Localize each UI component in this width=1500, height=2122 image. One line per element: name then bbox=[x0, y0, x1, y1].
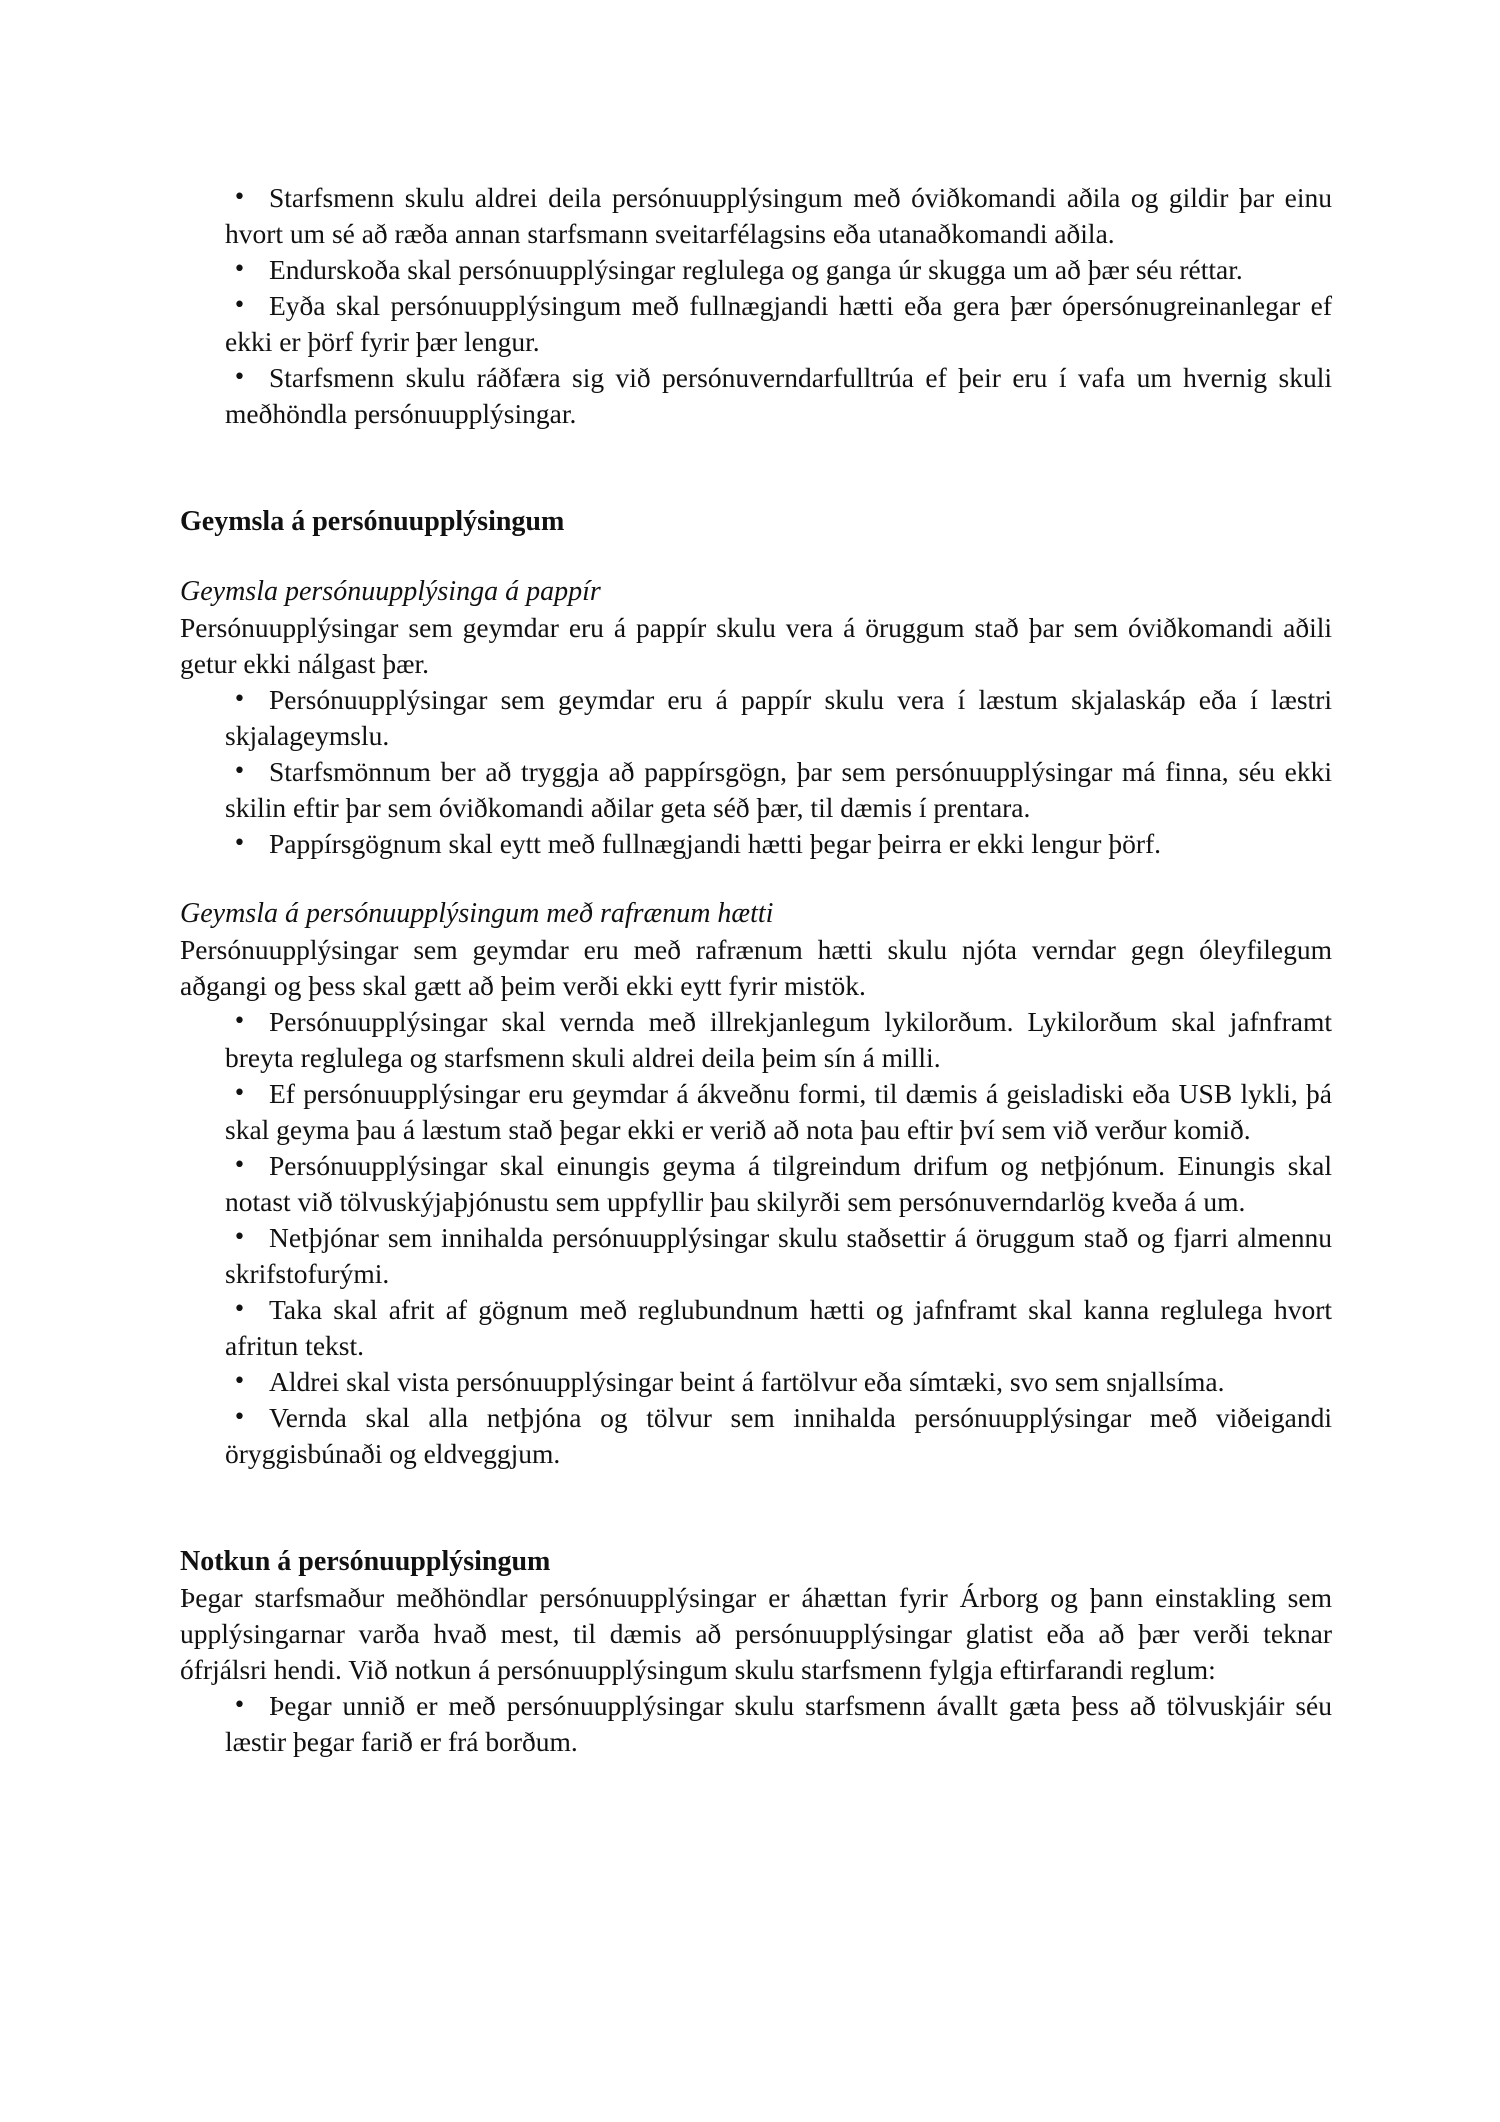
usage-heading: Notkun á persónuupplýsingum bbox=[180, 1546, 551, 1577]
document-content bbox=[180, 180, 1332, 1760]
usage-bullet-list bbox=[180, 1688, 1332, 1760]
intro-bullet-list bbox=[180, 180, 1332, 432]
list-item: • Vernda skal alla netþjóna og tölvur sem innihalda persónuupplýsingar með viðeigandi öryggisbúnaði og eldveggjum. bbox=[225, 1400, 1332, 1472]
list-item: • Eyða skal persónuupplýsingum með fullnægjandi hætti eða gera þær ópersónugreinanlegar ef ekki er þörf fyrir þær lengur. bbox=[225, 288, 1332, 360]
paper-subheading: Geymsla persónuupplýsinga á pappír bbox=[180, 576, 601, 607]
list-item: • Netþjónar sem innihalda persónuupplýsingar skulu staðsettir á öruggum stað og fjarri almennu skrifstofurými. bbox=[225, 1220, 1332, 1292]
storage-heading: Geymsla á persónuupplýsingum bbox=[180, 506, 565, 537]
electronic-subheading: Geymsla á persónuupplýsingum með rafrænum hætti bbox=[180, 898, 774, 929]
list-item: • Starfsmönnum ber að tryggja að pappírsgögn, þar sem persónuupplýsingar má finna, séu ekki skilin eftir þar sem óviðkomandi aðilar geta séð þær, til dæmis í prentara. bbox=[225, 754, 1332, 826]
paper-paragraph: Persónuupplýsingar sem geymdar eru á pappír skulu vera á öruggum stað þar sem óviðkomandi aðili getur ekki nálgast þær. bbox=[180, 612, 1332, 679]
list-item: • Starfsmenn skulu ráðfæra sig við persónuverndarfulltrúa ef þeir eru í vafa um hvernig skuli meðhöndla persónuupplýsingar. bbox=[225, 360, 1332, 432]
usage-paragraph: Þegar starfsmaður meðhöndlar persónuupplýsingar er áhættan fyrir Árborg og þann einstakling sem upplýsingarnar varða hvað mest, til dæmis að persónuupplýsingar glatist eða að þær verði teknar ófrjálsri hendi. Við notkun á persónuupplýsingum skulu starfsmenn fylgja eftirfarandi reglum: bbox=[180, 1582, 1332, 1685]
list-item: • Pappírsgögnum skal eytt með fullnægjandi hætti þegar þeirra er ekki lengur þörf. bbox=[225, 826, 1332, 862]
list-item: • Ef persónuupplýsingar eru geymdar á ákveðnu formi, til dæmis á geisladiski eða USB lykli, þá skal geyma þau á læstum stað þegar ekki er verið að nota þau eftir því sem við verður komið. bbox=[225, 1076, 1332, 1148]
list-item: • Taka skal afrit af gögnum með reglubundnum hætti og jafnframt skal kanna reglulega hvort afritun tekst. bbox=[225, 1292, 1332, 1364]
electronic-bullet-list bbox=[180, 1004, 1332, 1472]
paper-bullet-list bbox=[180, 682, 1332, 862]
list-item: • Aldrei skal vista persónuupplýsingar beint á fartölvur eða símtæki, svo sem snjallsíma. bbox=[225, 1364, 1332, 1400]
list-item: • Þegar unnið er með persónuupplýsingar skulu starfsmenn ávallt gæta þess að tölvuskjáir séu læstir þegar farið er frá borðum. bbox=[225, 1688, 1332, 1760]
list-item: • Endurskoða skal persónuupplýsingar reglulega og ganga úr skugga um að þær séu réttar. bbox=[225, 252, 1332, 288]
list-item: • Persónuupplýsingar sem geymdar eru á pappír skulu vera í læstum skjalaskáp eða í læstri skjalageymslu. bbox=[225, 682, 1332, 754]
list-item: • Starfsmenn skulu aldrei deila persónuupplýsingum með óviðkomandi aðila og gildir þar einu hvort um sé að ræða annan starfsmann sveitarfélagsins eða utanaðkomandi aðila. bbox=[225, 180, 1332, 252]
list-item: • Persónuupplýsingar skal vernda með illrekjanlegum lykilorðum. Lykilorðum skal jafnframt breyta reglulega og starfsmenn skuli aldrei deila þeim sín á milli. bbox=[225, 1004, 1332, 1076]
list-item: • Persónuupplýsingar skal einungis geyma á tilgreindum drifum og netþjónum. Einungis skal notast við tölvuskýjaþjónustu sem uppfyllir þau skilyrði sem persónuverndarlög kveða á um. bbox=[225, 1148, 1332, 1220]
electronic-paragraph: Persónuupplýsingar sem geymdar eru með rafrænum hætti skulu njóta verndar gegn óleyfilegum aðgangi og þess skal gætt að þeim verði ekki eytt fyrir mistök. bbox=[180, 934, 1332, 1001]
